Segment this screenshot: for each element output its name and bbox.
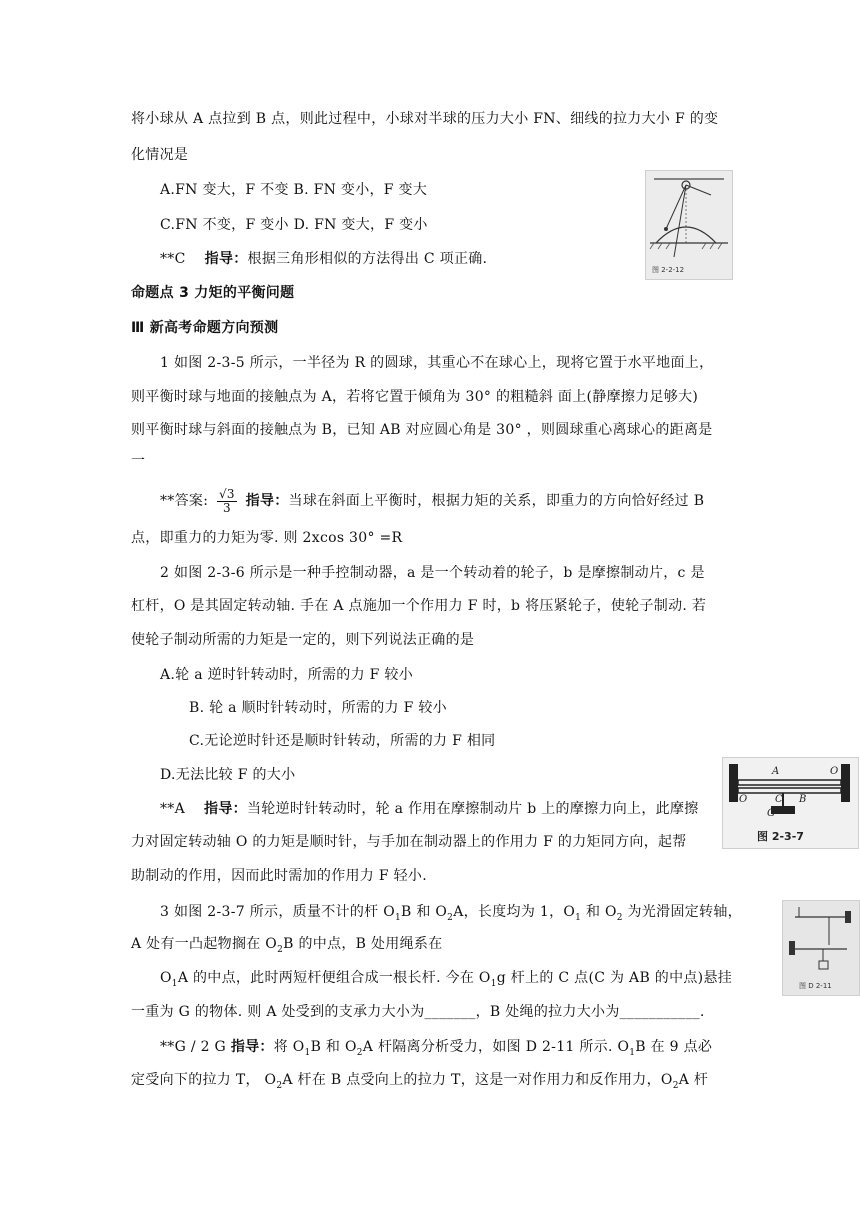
text-run: 3 如图 2-3-7 所示，质量不计的杆 O (160, 904, 395, 920)
question-line: 则平衡时球与斜面的接触点为 B，已知 AB 对应圆心角是 30° ，则圆球重心离球心的距离是 (131, 422, 713, 438)
figure-label: C (775, 794, 783, 805)
figure-2-3-7 (722, 757, 859, 849)
answer-prefix: **C (160, 251, 186, 267)
subscript: 2 (447, 912, 454, 923)
figure-caption: 图 2-2-12 (652, 266, 685, 274)
subscript: 2 (276, 1080, 283, 1091)
option-line: B. 轮 a 顺时针转动时，所需的力 F 较小 (189, 700, 447, 716)
figure-label: O (830, 766, 839, 777)
answer-line (131, 1070, 708, 1096)
text-run: A 杆 (678, 1072, 709, 1088)
subscript: 2 (277, 944, 284, 955)
section-heading: 命题点 3 力矩的平衡问题 (131, 285, 295, 301)
text-run: g 杆上的 C 点(C 为 AB 的中点)悬挂 (496, 970, 733, 986)
figure-label: O (739, 794, 748, 805)
question-line: 则平衡时球与地面的接触点为 A，若将它置于倾角为 30° 的粗糙斜 面上(静摩擦力足够大) (131, 389, 699, 405)
answer-guide-label: 指导： (204, 801, 247, 817)
hemisphere-diagram (646, 171, 732, 279)
answer-text: 当球在斜面上平衡时，根据力矩的关系，即重力的方向恰好经过 B (288, 493, 705, 509)
text-run: 和 O (581, 904, 617, 920)
text-run: B 和 O (401, 904, 448, 920)
answer-line (160, 799, 699, 819)
answer-guide-label: 指导： (204, 251, 248, 267)
subscript: 1 (575, 912, 582, 923)
text-run: B 的中点，B 处用绳系在 (283, 936, 443, 952)
question-line: 1 如图 2-3-5 所示，一半径为 R 的圆球，其重心不在球心上，现将它置于水平地面上， (160, 355, 714, 371)
option-line: A.FN 变大，F 不变 B. FN 变小，F 变大 (160, 182, 428, 198)
question-line: 使轮子制动所需的力矩是一定的，则下列说法正确的是 (131, 632, 475, 648)
figure-label: B (799, 794, 807, 805)
answer-guide-label: 指导： (230, 1039, 274, 1055)
figure-caption: 图 2-3-7 (757, 830, 804, 843)
text-run: A，长度均为 1，O (453, 904, 576, 920)
figure-label: G (767, 808, 775, 819)
answer-line (160, 1037, 712, 1063)
text-run: A 处有一凸起物搁在 O (131, 936, 278, 952)
answer-line (160, 485, 704, 517)
text-run: A 杆隔离分析受力，如图 D 2-11 所示. O (362, 1039, 630, 1055)
subscript: 2 (616, 912, 623, 923)
text-run: 将 O (273, 1039, 305, 1055)
fraction-denominator: 3 (222, 500, 231, 515)
question-line (160, 968, 732, 994)
option-line: C.FN 不变，F 变小 D. FN 变大，F 变小 (160, 217, 428, 233)
subscript: 2 (672, 1080, 679, 1091)
text-run: B 在 9 点必 (635, 1039, 713, 1055)
answer-text: 根据三角形相似的方法得出 C 项正确. (247, 251, 488, 267)
answer-line (160, 249, 487, 269)
question-line: 2 如图 2-3-6 所示是一种手控制动器，a 是一个转动着的轮子，b 是摩擦制动片，c 是 (160, 565, 705, 581)
answer-line: 点，即重力的力矩为零. 则 2xcos 30° =R (131, 530, 403, 546)
question-line: 杠杆，O 是其固定转动轴. 手在 A 点施加一个作用力 F 时，b 将压紧轮子，使轮子制动. 若 (131, 598, 707, 614)
option-line: A.轮 a 逆时针转动时，所需的力 F 较小 (160, 667, 414, 683)
subscript: 1 (394, 912, 401, 923)
option-line: C.无论逆时针还是顺时针转动，所需的力 F 相同 (189, 733, 496, 749)
answer-prefix: **A (160, 801, 186, 817)
figure-caption: 图 D 2-11 (799, 982, 832, 990)
subscript: 1 (490, 978, 497, 989)
text-run: O (160, 970, 172, 986)
question-line: 一重为 G 的物体. 则 A 处受到的支承力大小为_______，B 处绳的拉力大小为___________. (131, 1004, 705, 1020)
figure-2-2-12 (645, 170, 733, 280)
subscript: 2 (356, 1047, 363, 1058)
text-line: 化情况是 (131, 147, 189, 163)
section-heading: Ⅲ 新高考命题方向预测 (131, 320, 279, 336)
question-line: 一 (131, 453, 146, 469)
figure-label: A (772, 766, 780, 777)
answer-guide-label: 指导： (245, 493, 289, 509)
answer-prefix: **答案: (160, 493, 209, 509)
answer-prefix: **G / 2 G (160, 1039, 227, 1055)
text-run: A 杆在 B 点受向上的拉力 T，这是一对作用力和反作用力，O (282, 1072, 673, 1088)
answer-line: 力对固定转动轴 O 的力矩是顺时针，与手加在制动器上的作用力 F 的力矩同方向，起帮 (131, 834, 687, 850)
figure-d-2-11 (782, 900, 860, 996)
answer-fraction (217, 488, 237, 515)
subscript: 1 (629, 1047, 636, 1058)
text-run: 定受向下的拉力 T， O (131, 1072, 277, 1088)
question-line (131, 934, 443, 960)
option-line: D.无法比较 F 的大小 (160, 767, 296, 783)
answer-text: 当轮逆时针转动时，轮 a 作用在摩擦制动片 b 上的摩擦力向上，此摩擦 (246, 801, 699, 817)
text-run: B 和 O (310, 1039, 357, 1055)
text-run: 为光滑固定转轴， (622, 904, 742, 920)
fraction-numerator: √3 (218, 486, 235, 501)
text-line: 将小球从 A 点拉到 B 点，则此过程中，小球对半球的压力大小 FN、细线的拉力大小 F 的变 (131, 111, 719, 127)
subscript: 1 (304, 1047, 311, 1058)
text-run: A 的中点，此时两短杆便组合成一根长杆. 今在 O (177, 970, 491, 986)
answer-line: 助制动的作用，因而此时需加的作用力 F 轻小. (131, 868, 427, 884)
question-line (160, 902, 742, 928)
subscript: 1 (171, 978, 178, 989)
